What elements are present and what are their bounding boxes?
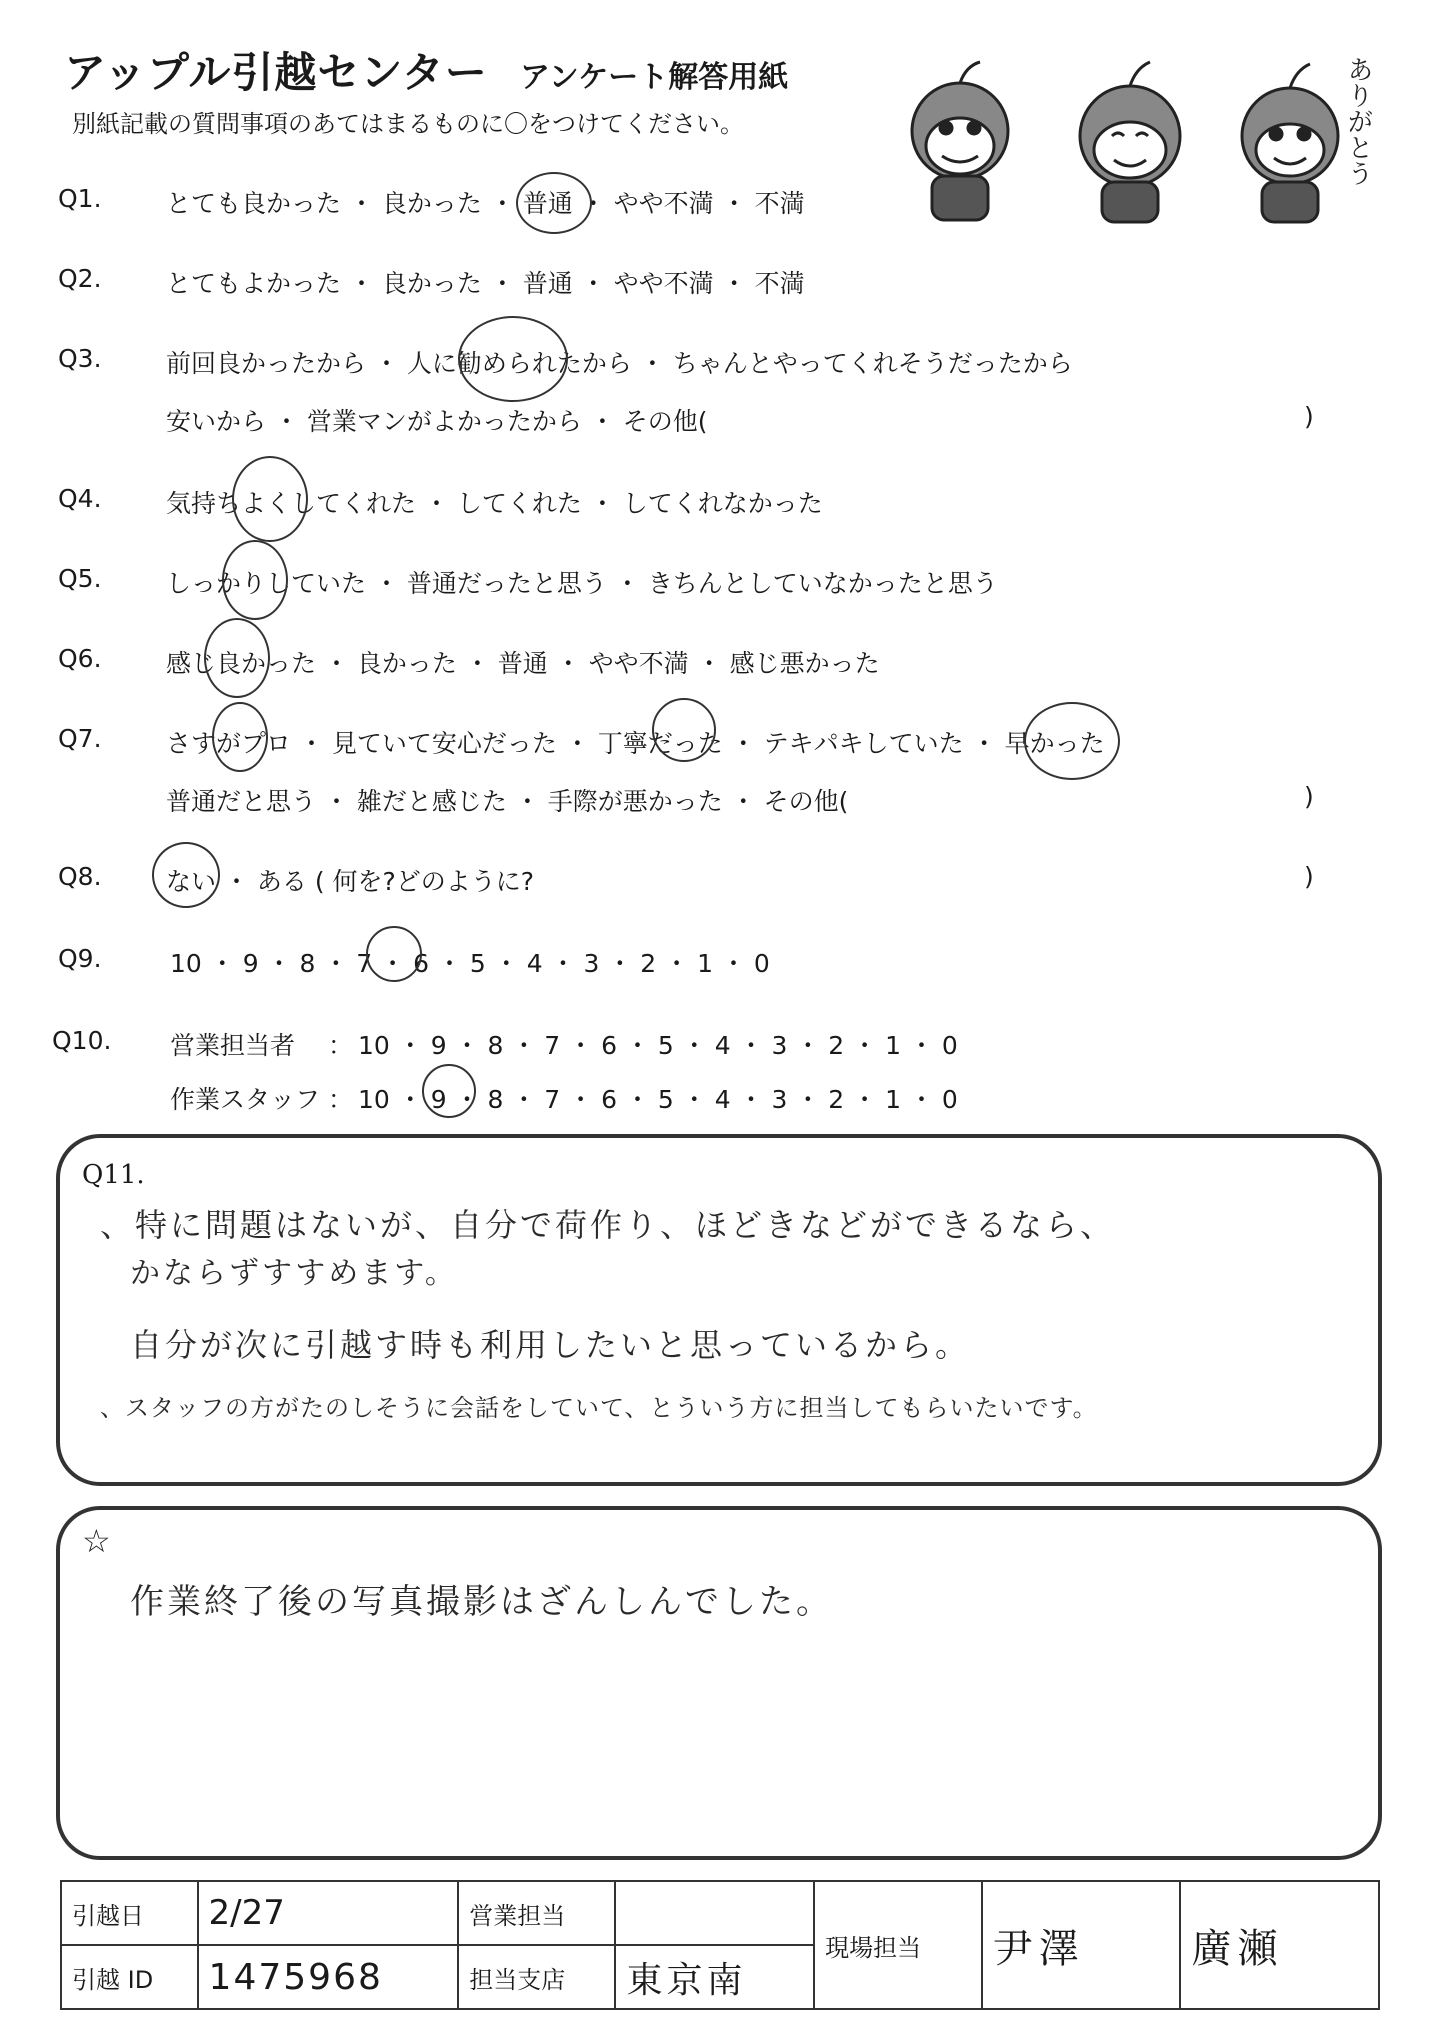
- q10-sales-scale: 10 ・ 9 ・ 8 ・ 7 ・ 6 ・ 5 ・ 4 ・ 3 ・ 2 ・ 1 ・ 0: [358, 1031, 958, 1060]
- q3-options-line1: 前回良かったから ・ 人に勧められたから ・ ちゃんとやってくれそうだったから: [166, 349, 1073, 378]
- sales-staff-value: [615, 1881, 814, 1945]
- move-date-value: 2/27: [198, 1881, 459, 1945]
- q2-label: Q2.: [58, 264, 102, 293]
- q6-selected-circle: [204, 618, 270, 698]
- q9-label: Q9.: [58, 944, 102, 973]
- q10-sales-label: 営業担当者: [170, 1031, 296, 1060]
- monkey-2-icon: [1080, 62, 1180, 222]
- q11-comment-line3: 自分が次に引越す時も利用したいと思っているから。: [130, 1326, 971, 1364]
- q7-options-line2: 普通だと思う ・ 雑だと感じた ・ 手際が悪かった ・ その他(: [166, 787, 849, 816]
- q8-options: ない ・ ある ( 何を?どのように?: [166, 867, 535, 896]
- move-id-label: 引越 ID: [61, 1945, 198, 2009]
- q11-comment-box: [56, 1134, 1382, 1486]
- q4-label: Q4.: [58, 484, 102, 513]
- survey-company-title: アップル引越センター: [64, 48, 488, 97]
- branch-label: 担当支店: [458, 1945, 615, 2009]
- q5-label: Q5.: [58, 564, 102, 593]
- q5-selected-circle: [222, 540, 288, 620]
- instruction-text: 別紙記載の質問事項のあてはまるものに〇をつけてください。: [72, 110, 744, 138]
- q10-staff-selected-circle: [422, 1064, 476, 1118]
- q11-comment-line4: 、スタッフの方がたのしそうに会話をしていて、とういう方に担当してもらいたいです。: [100, 1394, 1098, 1422]
- move-date-label: 引越日: [61, 1881, 198, 1945]
- mascot-thanks-text: ありがとう: [1343, 56, 1373, 186]
- q6-label: Q6.: [58, 644, 102, 673]
- q1-label: Q1.: [58, 184, 102, 213]
- move-id-value: 1475968: [198, 1945, 459, 2009]
- q7-selected-circle-2: [652, 698, 716, 762]
- survey-form-title: アンケート解答用紙: [520, 60, 789, 95]
- q11-comment-line2: かならずすすめます。: [130, 1256, 458, 1291]
- star-comment-box: [56, 1506, 1382, 1860]
- star-comment-line: 作業終了後の写真撮影はざんしんでした。: [130, 1582, 833, 1622]
- q3-paren-close: ): [1304, 402, 1314, 431]
- q9-scale: 10 ・ 9 ・ 8 ・ 7 ・ 6 ・ 5 ・ 4 ・ 3 ・ 2 ・ 1 ・ 0: [170, 949, 770, 978]
- monkey-3-icon: [1242, 64, 1338, 222]
- q1-options: とても良かった ・ 良かった ・ 普通 ・ やや不満 ・ 不満: [166, 189, 805, 218]
- q3-options-line2: 安いから ・ 営業マンがよかったから ・ その他(: [166, 407, 708, 436]
- q10-staff-label: 作業スタッフ: [170, 1085, 321, 1114]
- q11-label: Q11.: [82, 1160, 145, 1190]
- q3-label: Q3.: [58, 344, 102, 373]
- q6-options: 感じ良かった ・ 良かった ・ 普通 ・ やや不満 ・ 感じ悪かった: [166, 649, 880, 678]
- q7-selected-circle-3: [1024, 702, 1120, 780]
- q11-comment-line1: 、特に問題はないが、自分で荷作り、ほどきなどができるなら、: [100, 1206, 1116, 1244]
- star-icon: ☆: [82, 1522, 111, 1560]
- monkey-mascot-illustration: [880, 36, 1400, 226]
- q1-selected-circle: [516, 172, 592, 234]
- site-staff-1: 尹澤: [982, 1881, 1181, 2009]
- q7-paren-close: ): [1304, 782, 1314, 811]
- q9-selected-circle: [366, 926, 422, 982]
- q8-label: Q8.: [58, 862, 102, 891]
- q10-staff-scale: 10 ・ 9 ・ 8 ・ 7 ・ 6 ・ 5 ・ 4 ・ 3 ・ 2 ・ 1 ・ 0: [358, 1085, 958, 1114]
- q4-selected-circle: [232, 456, 308, 542]
- q7-options-line1: さすがプロ ・ 見ていて安心だった ・ 丁寧だった ・ テキパキしていた ・ 早かった: [166, 729, 1105, 758]
- q7-selected-circle-1: [212, 702, 268, 772]
- site-staff-label: 現場担当: [814, 1881, 982, 2009]
- q10-staff-colon: ：: [328, 1085, 354, 1114]
- q2-options: とてもよかった ・ 良かった ・ 普通 ・ やや不満 ・ 不満: [166, 269, 805, 298]
- q8-selected-circle: [152, 842, 220, 908]
- q8-paren-close: ): [1304, 862, 1314, 891]
- q10-sales-colon: ：: [328, 1031, 354, 1060]
- sales-staff-label: 営業担当: [458, 1881, 615, 1945]
- q5-options: しっかりしていた ・ 普通だったと思う ・ きちんとしていなかったと思う: [166, 569, 998, 598]
- q10-label: Q10.: [52, 1026, 112, 1055]
- move-info-table: [60, 1880, 1380, 2010]
- q7-label: Q7.: [58, 724, 102, 753]
- site-staff-2: 廣瀬: [1180, 1881, 1379, 2009]
- q4-options: 気持ちよくしてくれた ・ してくれた ・ してくれなかった: [166, 489, 823, 518]
- branch-value: 東京南: [615, 1945, 814, 2009]
- monkey-1-icon: [912, 62, 1008, 220]
- q3-selected-circle: [458, 316, 568, 402]
